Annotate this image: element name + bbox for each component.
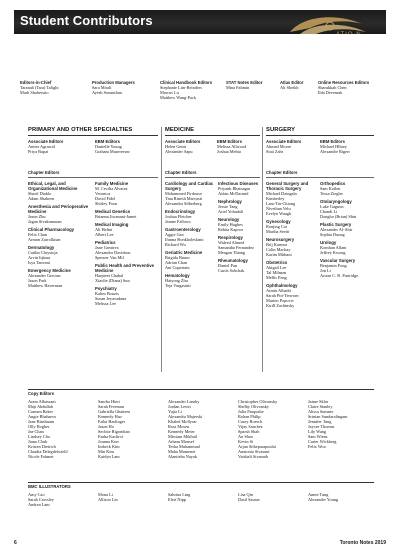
section-title-surgery: SURGERY — [266, 127, 296, 133]
chapter-category: Obstetrics — [266, 260, 288, 265]
chapter-editor-name: Jessie Tang — [218, 204, 238, 209]
contributor-name: Aram Albassam — [28, 399, 56, 404]
chapter-editor-name: Priyank Bhatnagar — [218, 186, 251, 191]
section-header — [14, 10, 386, 38]
chapter-group — [165, 181, 217, 206]
chapter-category: Neurology — [218, 217, 240, 222]
chapter-group — [218, 235, 264, 255]
contributor-name: Sarah Crossley — [28, 497, 54, 502]
chapter-category: Medical Imaging — [95, 222, 129, 227]
chapter-group — [266, 283, 320, 308]
contributor-name: Alexander Landry — [168, 399, 200, 404]
surgery-chapter-column-1 — [266, 181, 320, 311]
contributor-name: Jiana Clark — [28, 439, 48, 444]
contributor-name: Kennedy Hao — [98, 414, 122, 419]
chapter-editor-name: Abigail Lee — [266, 265, 287, 270]
chapter-category: Hematology — [165, 273, 190, 278]
chapter-category: General Surgery and Thoracic Surgery — [266, 181, 309, 191]
contributor-name: Maha Mumenet — [168, 449, 196, 454]
column-divider — [262, 127, 263, 372]
contributor-name: Annie Tung — [308, 492, 329, 497]
chapter-editor-name: Janine Fallows — [165, 219, 191, 224]
chapter-editor-name: Richard Wu — [165, 242, 186, 247]
chapter-editor-name: Samantha Fernandez — [218, 245, 254, 250]
chapter-group — [28, 227, 92, 242]
chapter-editor-name: Felix Chan — [28, 232, 47, 237]
editor-role-label: Editors-in-Chief — [20, 80, 52, 85]
chapter-group — [28, 181, 92, 201]
copy-editors-list — [28, 399, 378, 465]
contributor-name: Jae Chan — [28, 429, 44, 434]
chapter-group — [320, 181, 376, 196]
page-title: Student Contributors — [20, 13, 153, 28]
chapter-editor-name: Emily Hughes — [218, 222, 243, 227]
contributor-name: Arjan Sitheparapoulai — [238, 444, 276, 449]
chapter-editor-name: Mellis Feng — [266, 275, 287, 280]
chapter-editors-label: Chapter Editors — [28, 170, 60, 175]
editor-role-label: Online Resources Editors — [318, 80, 370, 85]
chapter-group — [28, 204, 92, 224]
contributor-name: Maji Abdullah — [28, 404, 53, 409]
chapter-editor-name: Brij Karmur — [266, 242, 288, 247]
chapter-rule — [266, 177, 374, 178]
chapter-category: Family Medicine — [95, 181, 129, 186]
editor-name: Stephanie Lim-Reinders — [160, 85, 202, 91]
contributor-name: Yujia Li — [168, 409, 182, 414]
contributor-name: Min Kim — [98, 449, 114, 454]
chapter-category: Clinical Pharmacology — [28, 227, 75, 232]
contributor-name: Gabriella Ghattem — [98, 409, 130, 414]
book-title: Toronto Notes 2019 — [339, 540, 386, 546]
chapter-category: Ethical, Legal, and Organizational Medicine — [28, 181, 78, 191]
primary-ebm-editors: EBM Editors Danielle Young Graham Mazereeuw — [95, 139, 130, 155]
chapter-editor-name: Nivethan Velu — [266, 206, 291, 211]
contributor-name: Alantieba Nayak — [168, 454, 197, 459]
chapter-editor-name: Susan Jeyavadana — [95, 296, 127, 301]
chapter-group — [165, 250, 217, 270]
chapter-category: Anesthesia and Perioperative Medicine — [28, 204, 89, 214]
chapter-group — [266, 237, 320, 257]
contributor-name: Jason Ho — [98, 424, 114, 429]
chapter-category: Infectious Diseases — [218, 181, 259, 186]
chapter-category: Geriatric Medicine — [165, 250, 203, 255]
chapter-editor-name: Caitlin Chrystoja — [28, 250, 58, 255]
chapter-group — [95, 209, 157, 219]
contributor-name: Felix Woo — [308, 444, 326, 449]
primary-chapter-column-2 — [95, 181, 157, 309]
chapter-group — [218, 199, 264, 214]
contributor-name: Sabrina Ling — [168, 492, 191, 497]
contributor-name: Arham Monsef — [168, 439, 195, 444]
contributor-name: Jordan Lewis — [168, 404, 192, 409]
chapter-category: Ophthalmology — [266, 283, 298, 288]
chapter-category: Urology — [320, 240, 337, 245]
contributor-name: Claudia Delegdelwield — [28, 449, 68, 454]
contributor-name: Shelby Olivonsky — [238, 404, 269, 409]
chapter-editor-name: Ariel Yobadali — [218, 209, 244, 214]
editor-name: Mark Shaherstio — [20, 90, 49, 96]
svg-text:ATIO N: ATIO N — [336, 32, 362, 38]
editor-name: Matthew Wang-Pack — [160, 95, 196, 101]
chapter-editor-name: Alexandra Silberberg — [165, 201, 202, 206]
contributor-name: Joanna Kerr — [98, 439, 119, 444]
contributor-name: Alexandra Majerski — [168, 414, 203, 419]
chapter-editor-name: Colin Mackay — [266, 247, 291, 252]
medicine-associate-editors: Associate Editors Helen Genis Alexander Sapu — [165, 139, 201, 155]
chapter-editor-name: Melissa Lee — [95, 301, 116, 306]
chapter-editor-name: Joshua Fletcher — [165, 214, 192, 219]
editor-block-stat-notes — [226, 80, 276, 90]
editor-role-label: Clinical Handbook Editors — [160, 80, 213, 85]
chapter-editor-name: Michael Dzingala — [266, 191, 297, 196]
chapter-editor-name: Arvin Iqbara — [28, 255, 51, 260]
chapter-category: Cardiology and Cardiac Surgery — [165, 181, 214, 191]
chapter-editor-name: Brigida Bruno — [165, 255, 190, 260]
chapter-editor-name: Jason Park — [28, 278, 47, 283]
chapter-editor-name: Teja Vargasinti — [165, 283, 191, 288]
chapter-editor-name: Alexandra Davidson — [95, 250, 131, 255]
chapter-rule — [28, 177, 158, 178]
name-column — [308, 492, 374, 502]
copy-editors-title: Copy Editors — [28, 391, 55, 396]
name-column — [98, 492, 164, 502]
chapter-group — [165, 273, 217, 288]
contributor-name: Olly Bogher — [28, 424, 50, 429]
chapter-rule — [165, 177, 260, 178]
chapter-editor-name: Kirill Zachinsky — [266, 303, 295, 308]
contributor-name: Lisa Qin — [238, 492, 253, 497]
contributor-name: Khaled Mollyrar — [168, 419, 197, 424]
chapter-group — [320, 258, 376, 278]
contributor-name: Andrea Lam — [28, 502, 50, 507]
editor-block-online-resources — [318, 80, 384, 95]
chapter-editor-name: Xiaolie (Diana) Sun — [95, 278, 130, 283]
chapter-editor-name: Jagan Sivakumaran — [28, 219, 62, 224]
logo-emblem-icon — [270, 10, 380, 38]
medicine-chapter-column-1 — [165, 181, 217, 291]
contributor-name: Carmen Baker — [28, 409, 53, 414]
surgery-associate-editors: Associate Editors Ahmad Moore Sitai Zahr — [266, 139, 302, 155]
chapter-editor-name: Adam Shaheen — [28, 196, 55, 201]
contributor-name: Casey Roesch — [238, 419, 263, 424]
editor-role-label: Atlas Editor — [280, 80, 304, 85]
contributor-name: Carter Wickberg — [308, 439, 337, 444]
chapter-category: Nephrology — [218, 199, 242, 204]
editor-name: Marcus Lu — [160, 90, 179, 96]
chapter-group — [28, 268, 92, 288]
chapter-editor-name: Martha Seeitt — [266, 229, 290, 234]
contributor-name: Mirriam Mikhail — [168, 434, 197, 439]
editor-block-atlas — [280, 80, 318, 90]
chapter-category: Neurosurgery — [266, 237, 295, 242]
chapter-category: Psychiatry — [95, 286, 117, 291]
chapter-editor-name: Albert Lee — [95, 232, 114, 237]
chapter-editor-name: Waleed Ahmed — [218, 240, 245, 245]
chapter-editor-name: Aggie Gao — [165, 232, 184, 237]
editor-name: Ali Sheikh — [280, 85, 299, 91]
contributor-name: Claire Stanley — [308, 404, 333, 409]
name-column — [168, 492, 234, 502]
chapter-editor-name: Jane Greatrex — [95, 245, 119, 250]
chapter-editor-name: Alexander Al-Ahir — [320, 227, 353, 232]
contributor-name: Jaime Sklar — [308, 399, 329, 404]
chapter-category: Pediatrics — [95, 240, 116, 245]
chapter-category: Respirology — [218, 235, 243, 240]
contributor-name: Nicole Fahmer — [28, 454, 54, 459]
contributor-name: Vaishali Sivanath — [238, 454, 268, 459]
chapter-editor-name: Isya Tanvani — [28, 260, 50, 265]
chapter-editor-name: Tal Milman — [266, 270, 287, 275]
chapter-editor-name: Mohammed Firdouse — [165, 191, 202, 196]
name-column — [308, 399, 374, 449]
chapter-category: Emergency Medicine — [28, 268, 71, 273]
chapter-editor-name: Alexander Grecian — [28, 273, 61, 278]
primary-associate-editors: Associate Editors Amrer Agrawal Priya Bapat — [28, 139, 64, 155]
chapter-group — [266, 260, 320, 280]
chapter-group — [95, 286, 157, 306]
chapter-category: Rheumatology — [218, 258, 248, 263]
chapter-editor-name: Kimberley — [266, 196, 285, 201]
chapter-group — [165, 209, 217, 224]
chapter-editor-name: Karim Mithani — [266, 252, 292, 257]
contributor-name: Srinian Sundaralingam — [308, 414, 348, 419]
chapter-category: Plastic Surgery — [320, 222, 352, 227]
contributor-name: Allison Lin — [98, 497, 118, 502]
contributor-name: Imbeck Kim — [98, 444, 120, 449]
contributor-name: Mona Li — [98, 492, 113, 497]
chapter-group — [95, 263, 157, 283]
chapter-editors-label: Chapter Editors — [165, 170, 197, 175]
section-rule — [28, 482, 374, 483]
editor-block-clinical-handbook — [160, 80, 224, 100]
contributor-name: Sparsh Shah — [238, 429, 260, 434]
chapter-group — [266, 181, 320, 216]
chapter-category: Orthopedics — [320, 181, 346, 186]
chapter-editor-name: Lam-Tin-Chiong — [266, 201, 296, 206]
name-column — [238, 399, 304, 459]
bmc-illustrators-title: BMC ILLUSTRATORS — [28, 484, 71, 489]
chapter-editor-name: Evelyn Waugh — [266, 211, 292, 216]
chapter-editor-name: David Fidel — [95, 196, 116, 201]
contributor-name: Kaidyn Lam — [98, 454, 120, 459]
chapter-editor-name: Komhan Allam — [320, 245, 347, 250]
chapter-editor-name: Sharif Diablo — [28, 191, 52, 196]
section-title-medicine: MEDICINE — [165, 127, 195, 133]
contributor-name: Sechite Rigondian — [98, 429, 130, 434]
page-number: 6 — [14, 540, 17, 546]
editor-name: Ayesh Sonanthan — [92, 90, 122, 96]
contributor-name: Rohan Philip — [238, 414, 261, 419]
chapter-group — [95, 222, 157, 237]
chapter-editor-name: Tessa Ziegler — [320, 191, 343, 196]
chapter-group — [320, 199, 376, 219]
chapter-editor-name: Ani Cupertain — [165, 265, 190, 270]
chapter-editor-name: Ifanna Sheikholeslami — [165, 237, 204, 242]
medicine-chapter-column-2 — [218, 181, 264, 276]
surgery-ebm-editors: EBM Editors Michael Hlbrey Alexandre Rigert — [320, 139, 350, 155]
name-column — [238, 492, 304, 502]
contributor-name: Ross Mosen — [168, 424, 190, 429]
chapter-editor-name: Arrian C. R. Partridge — [320, 273, 359, 278]
chapter-editors-label: Chapter Editors — [266, 170, 298, 175]
chapter-category: Gastroenterology — [165, 227, 201, 232]
chapter-editor-name: Armin Albadri — [266, 288, 292, 293]
contributor-name: Dasil Saurav — [238, 497, 261, 502]
contributor-name: Kennedy Meier — [168, 429, 195, 434]
chapter-editor-name: Sarah Pitt-Tenvorn — [266, 293, 299, 298]
section-rule — [28, 389, 374, 390]
chapter-editor-name: Ronjing Cai — [266, 224, 287, 229]
chapter-group — [320, 240, 376, 255]
chapter-editor-name: Luke Gagnon — [320, 204, 344, 209]
chapter-editor-name: Curtis Sobchak — [218, 268, 245, 273]
chapter-editor-name: Spencer Van Mil — [95, 255, 124, 260]
contributor-name: Sam Wiens — [308, 434, 328, 439]
contributor-name: Erika Haslinger — [98, 419, 126, 424]
contributor-name: Amy Cao — [28, 492, 45, 497]
chapter-group — [95, 240, 157, 260]
editor-name: Sara Mirali — [92, 85, 112, 91]
chapter-editor-name: Haiyong Zhu — [165, 278, 188, 283]
chapter-editor-name: Adrian Chan — [165, 260, 188, 265]
contributor-name: Christopher Olivonsky — [238, 399, 278, 404]
chapter-editor-name: Jason Zhu — [28, 214, 46, 219]
contributor-name: Vijay Sanchez — [238, 424, 263, 429]
name-column — [28, 492, 94, 507]
chapter-editor-name: Dongho (Brian) Shin — [320, 214, 357, 219]
contributor-name: Anatonia Sivasunt — [238, 449, 270, 454]
editor-block-eic — [20, 80, 82, 95]
section-rule — [28, 135, 158, 136]
chapter-editor-name: Jeffrey Kwong — [320, 250, 346, 255]
bmc-illustrators-list — [28, 492, 378, 512]
chapter-editor-name: Ali Helmi — [95, 227, 113, 232]
contributor-name: Angie Bhaharvo — [28, 414, 57, 419]
section-rule — [165, 135, 260, 136]
contributor-name: Jennifer Tang — [308, 419, 332, 424]
primary-chapter-column-1 — [28, 181, 92, 291]
chapter-editor-name: Marino Popovic — [266, 298, 294, 303]
chapter-editor-name: Harpreet Chahal — [95, 273, 124, 278]
chapter-category: Otolaryngology — [320, 199, 352, 204]
chapter-editor-name: Sam Kotlen — [320, 186, 341, 191]
chapter-category: Endocrinology — [165, 209, 196, 214]
medicine-ebm-editors: EBM Editors Melissa Allwood Joshua Mehta — [217, 139, 247, 155]
chapter-editor-name: M. Cecilia Alvarez — [95, 186, 128, 191]
chapter-group — [218, 181, 264, 196]
editor-name: Sharukkah Chen — [318, 85, 347, 91]
contributor-name: Julia Pasqualie — [238, 409, 264, 414]
editor-name: Ilda Devenrak — [318, 90, 343, 96]
contributor-name: Sarah Freeman — [98, 404, 124, 409]
contributor-name: Lindsey Cho — [28, 434, 51, 439]
chapter-group — [218, 258, 264, 273]
chapter-category: Medical Genetics — [95, 209, 131, 214]
section-title-primary: PRIMARY AND OTHER SPECIALTIES — [28, 127, 133, 133]
chapter-category: Vascular Surgery — [320, 258, 356, 263]
contributor-name: Alexander Young — [308, 497, 339, 502]
chapter-editor-name: Chandi Li — [320, 209, 338, 214]
chapter-editor-name: Armon Zarrolkiian — [28, 237, 61, 242]
name-column — [168, 399, 234, 459]
chapter-editor-name: Aidan McDarmid — [218, 191, 249, 196]
contributor-name: Kevin Si — [238, 439, 254, 444]
contributor-name: Alissa Sumner — [308, 409, 334, 414]
chapter-group — [165, 227, 217, 247]
chapter-category: Gynecology — [266, 219, 291, 224]
chapter-editor-name: Rebita Kapoor — [218, 227, 244, 232]
chapter-group — [320, 222, 376, 237]
surgery-chapter-column-2 — [320, 181, 376, 281]
chapter-editor-name: Brianna Jiwanani-Jamei — [95, 214, 137, 219]
editor-block-production — [92, 80, 154, 95]
contributor-name: An Shao — [238, 434, 253, 439]
chapter-editor-name: Benjamin Fong — [320, 263, 347, 268]
name-column — [98, 399, 164, 459]
chapter-group — [28, 245, 92, 265]
chapter-editor-name: Sophia Duong — [320, 232, 345, 237]
chapter-editor-name: Jon Li — [320, 268, 331, 273]
contributor-name: Jaycee Thomas — [308, 424, 335, 429]
chapter-editor-name: Daniel Pan — [218, 263, 237, 268]
contributor-name: Lily Wang — [308, 429, 327, 434]
contributor-name: Emba Kachrot — [98, 434, 123, 439]
chapter-editor-name: Matthew Haverman — [28, 283, 63, 288]
editor-role-label: Production Managers — [92, 80, 135, 85]
contributor-name: Sandra Hiert — [98, 399, 120, 404]
chapter-editor-name: Kalim Bouzis — [95, 291, 119, 296]
name-column — [28, 399, 94, 459]
chapter-category: Public Health and Preventive Medicine — [95, 263, 154, 273]
contributor-name: Kristen Dietrich — [28, 444, 56, 449]
chapter-editor-name: Tina Rinesh Marvasti — [165, 196, 203, 201]
contributor-name: Eleri Nipp — [168, 497, 187, 502]
chapter-editor-name: Veronica — [95, 191, 111, 196]
chapter-editor-name: Meagan Thiang — [218, 250, 246, 255]
column-divider — [161, 127, 162, 372]
chapter-group — [218, 217, 264, 232]
chapter-category: Dermatology — [28, 245, 55, 250]
contributor-name: Jane Binsbaum — [28, 419, 55, 424]
chapter-editor-name: Shirley Poon — [95, 201, 118, 206]
section-rule — [266, 135, 374, 136]
editor-name: Taranah (Tara) Tafighi — [20, 85, 59, 91]
contributor-name: Tesha Muhammad — [168, 444, 200, 449]
editor-name: Mina Fahmin — [226, 85, 250, 91]
editor-role-label: STAT Notes Editor — [226, 80, 263, 85]
chapter-group — [266, 219, 320, 234]
chapter-group — [95, 181, 157, 206]
